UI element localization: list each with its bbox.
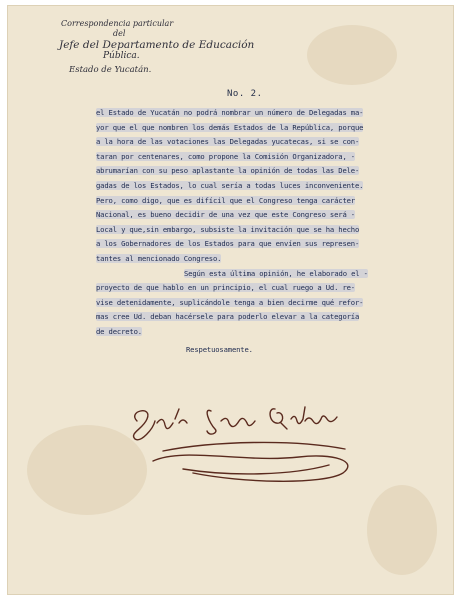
body-line: [96, 150, 446, 165]
body-line-text: Pero, como digo, que es difícil que el Congreso tenga carácter: [96, 195, 355, 205]
body-line-text: Local y que,sin embargo, subsiste la invitación que se ha hecho: [96, 224, 360, 234]
body-line-text: gadas de los Estados, lo cual sería a todas luces inconveniente.: [96, 180, 364, 190]
body-line-text: de decreto.: [96, 326, 142, 336]
body-line: [96, 208, 446, 223]
body-line: [96, 135, 446, 150]
body-line-text: el Estado de Yucatán no podrá nombrar un número de Delegadas ma-: [96, 108, 364, 117]
body-line-text: Según esta última opinión, he elaborado el -: [184, 268, 368, 278]
letter-page: [7, 5, 454, 595]
body-line: [96, 194, 446, 209]
letterhead-title: Jefe del Departamento de Educación: [59, 39, 255, 51]
closing-salutation: Respetuosamente.: [186, 344, 253, 354]
body-line: [96, 325, 446, 340]
body-line-text: taran por centenares, como propone la Comisión Organizadora, -: [96, 151, 355, 161]
letterhead-line: Correspondencia particular: [61, 19, 174, 28]
body-line: [96, 179, 446, 194]
body-line: [96, 106, 446, 121]
letter-body: [96, 106, 446, 357]
signature-image: [123, 403, 373, 488]
body-line-text: Nacional, es bueno decidir de una vez que este Congreso será -: [96, 210, 355, 220]
body-line: [96, 296, 446, 311]
document-number: No. 2.: [227, 89, 263, 99]
body-line-text: mas cree Ud. deban hacérsele para poderlo elevar a la categoría: [96, 312, 360, 322]
body-line: [96, 267, 446, 282]
letterhead-line: Pública.: [103, 51, 140, 61]
letterhead-line: del: [113, 29, 126, 38]
body-line: [96, 121, 446, 136]
body-line-text: vise detenidamente, suplicándole tenga a bien decirme qué refor-: [96, 297, 364, 307]
body-line-text: abrumarían con su peso aplastante la opinión de todas las Dele-: [96, 166, 360, 176]
letterhead: [55, 19, 255, 75]
body-line-text: a la hora de las votaciones las Delegadas yucatecas, si se con-: [96, 137, 360, 147]
paper-stain: [367, 485, 437, 575]
body-line: [96, 223, 446, 238]
body-line: [96, 310, 446, 325]
body-line-text: proyecto de que hablo en un principio, el cual ruego a Ud. re-: [96, 283, 355, 293]
body-line-text: a los Gobernadores de los Estados para que envíen sus represen-: [96, 239, 360, 249]
body-line-text: tantes al mencionado Congreso.: [96, 253, 222, 263]
body-line-text: yor que el que nombren los demás Estados de la República, porque: [96, 122, 364, 132]
letterhead-state: Estado de Yucatán.: [69, 65, 152, 75]
body-line: [96, 252, 446, 267]
paper-stain: [307, 25, 397, 85]
body-line: [96, 281, 446, 296]
body-line: [96, 164, 446, 179]
body-line: [96, 237, 446, 252]
